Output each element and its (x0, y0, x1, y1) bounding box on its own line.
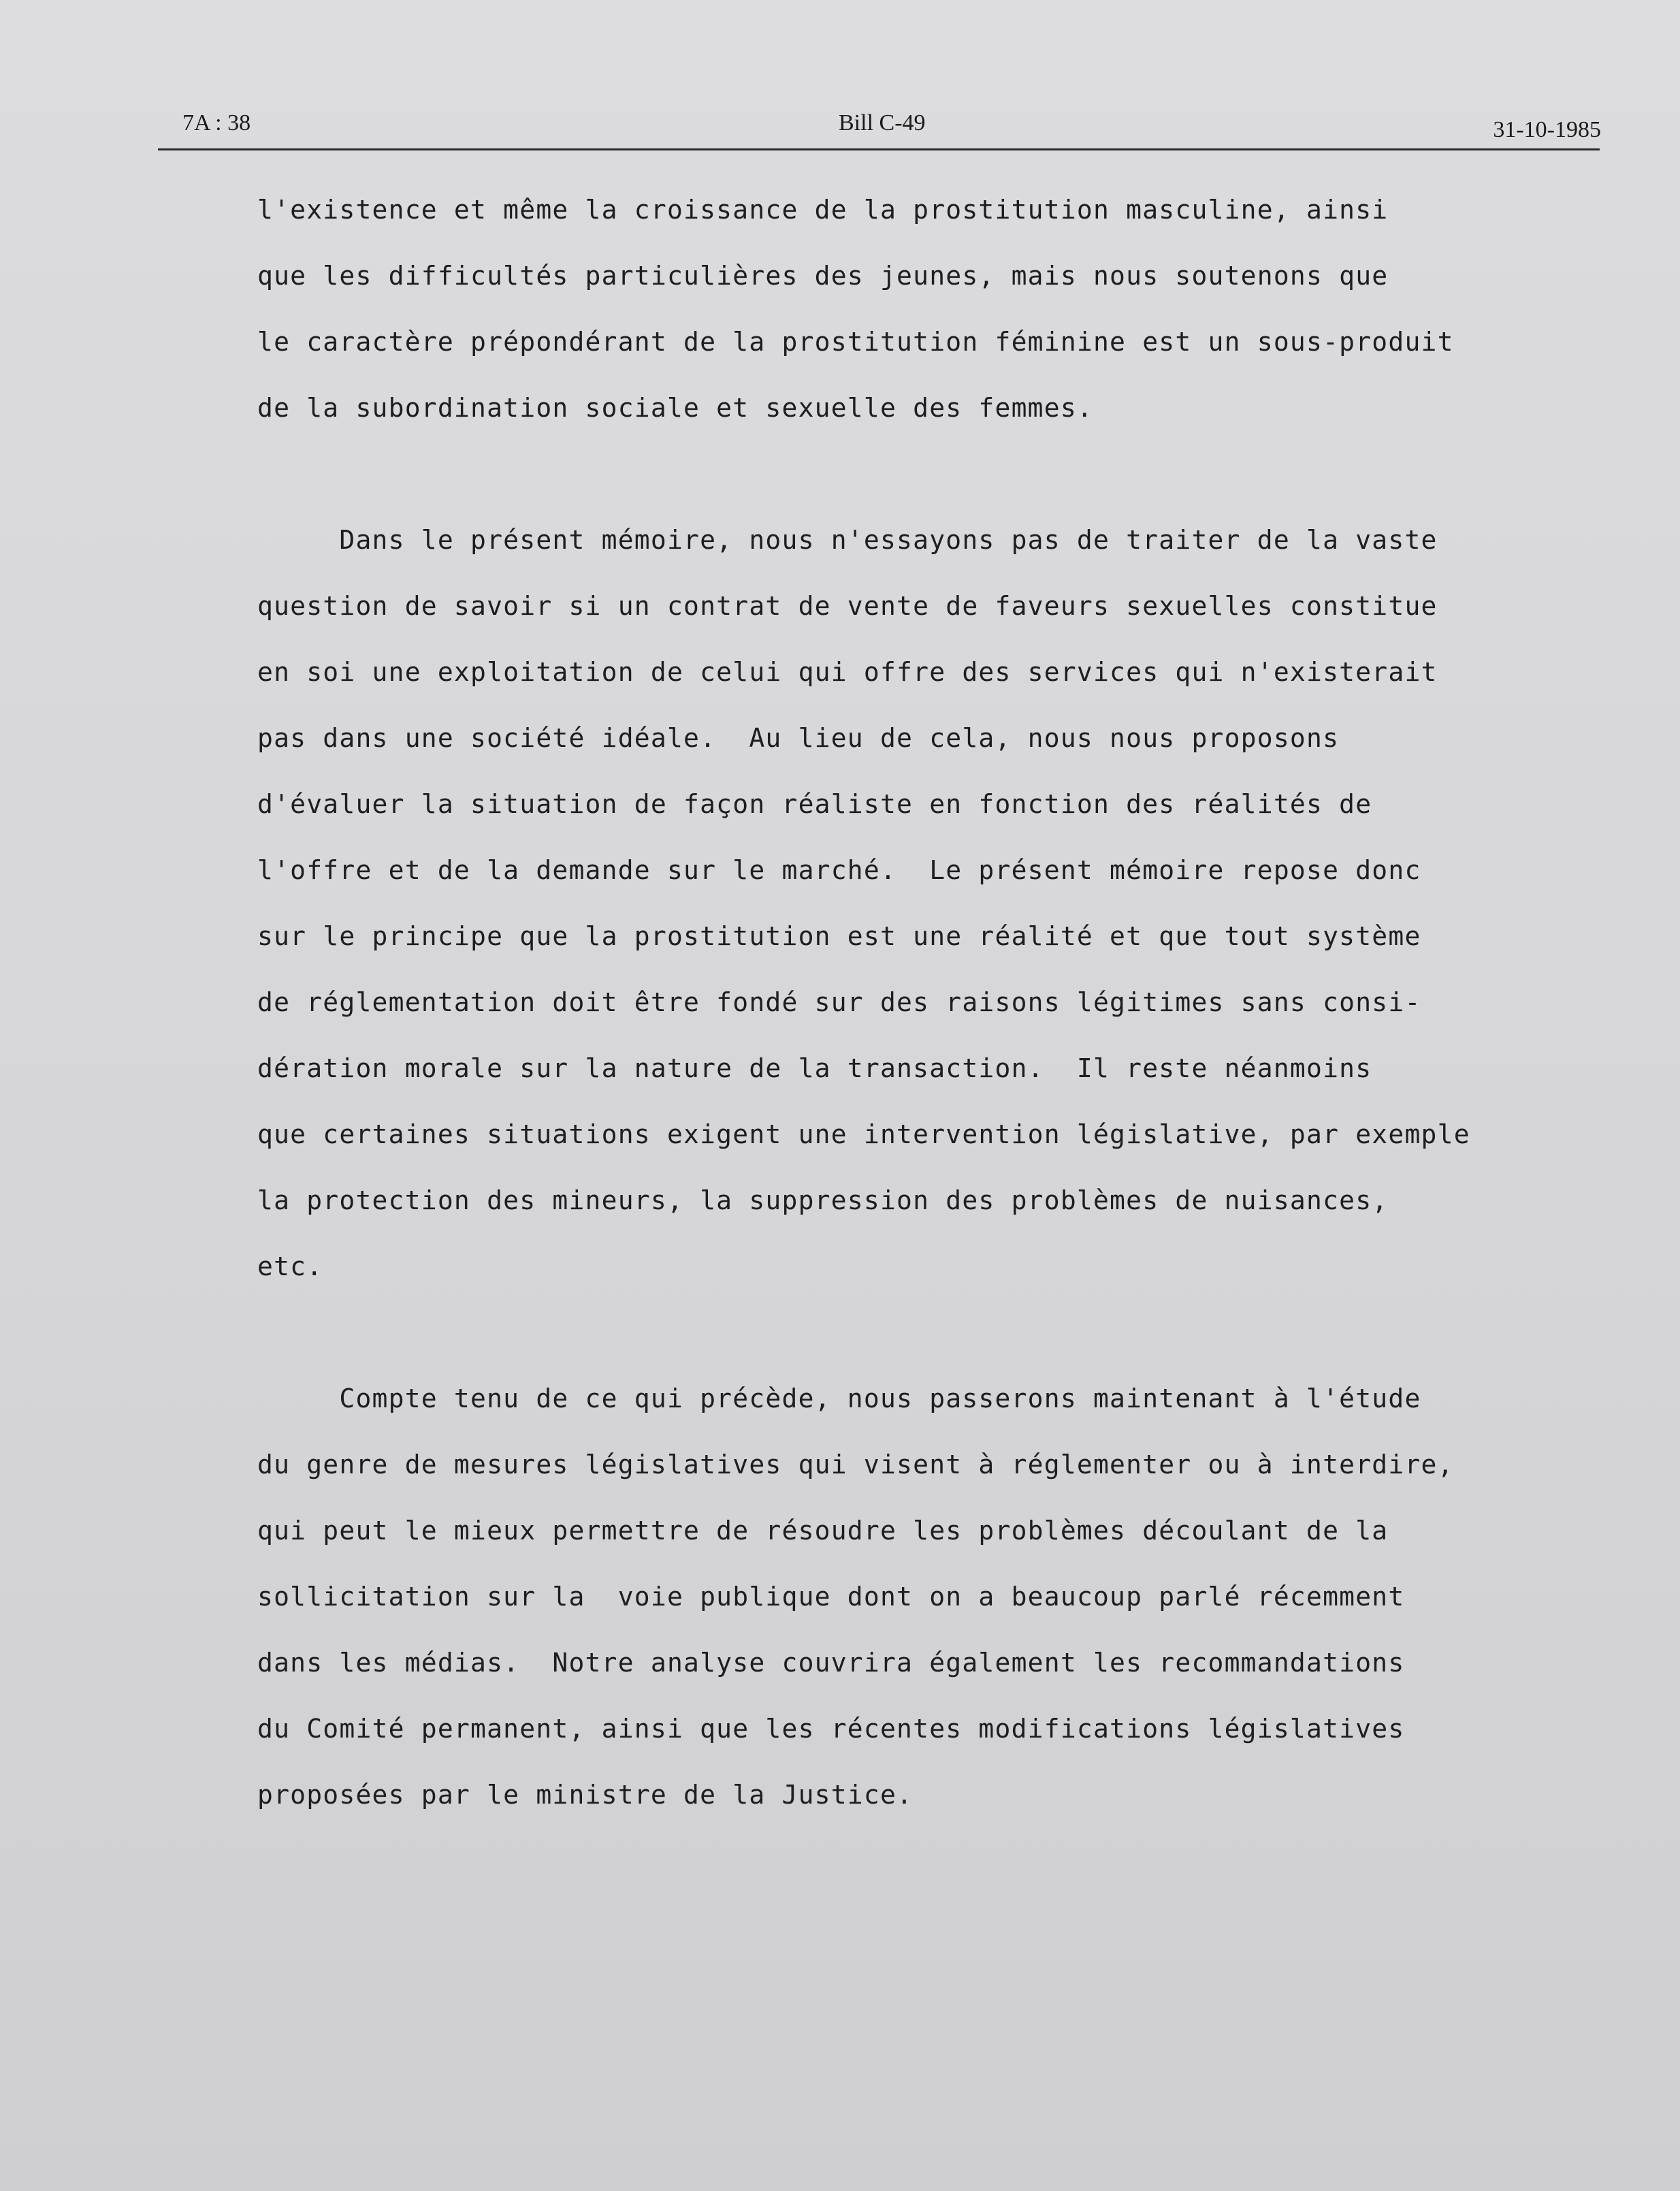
header-date: 31-10-1985 (1493, 117, 1601, 142)
paragraph-2 (257, 507, 1537, 1300)
page-number: 7A : 38 (182, 110, 251, 135)
text-line: que certaines situations exigent une intervention législative, par exemple (257, 1119, 1470, 1149)
text-line: Compte tenu de ce qui précède, nous passerons maintenant à l'étude (257, 1384, 1421, 1413)
text-line: du Comité permanent, ainsi que les récentes modifications législatives (257, 1714, 1405, 1744)
page-header (158, 103, 1601, 151)
text-line: le caractère prépondérant de la prostitution féminine est un sous-produit (257, 327, 1454, 357)
text-line: proposées par le ministre de la Justice. (257, 1780, 914, 1810)
text-line: sollicitation sur la voie publique dont on a beaucoup parlé récemment (257, 1582, 1405, 1612)
text-line: l'existence et même la croissance de la prostitution masculine, ainsi (257, 195, 1389, 225)
text-line: que les difficultés particulières des jeunes, mais nous soutenons que (257, 261, 1389, 291)
document-body (257, 177, 1537, 1828)
bill-title: Bill C-49 (839, 110, 926, 135)
text-line: question de savoir si un contrat de vente de faveurs sexuelles constitue (257, 591, 1438, 621)
text-line: etc. (257, 1251, 323, 1281)
text-line: la protection des mineurs, la suppression des problèmes de nuisances, (257, 1185, 1389, 1215)
paragraph-gap (257, 1300, 1537, 1366)
paragraph-3 (257, 1366, 1537, 1828)
text-line: dération morale sur la nature de la transaction. Il reste néanmoins (257, 1053, 1372, 1083)
text-line: sur le principe que la prostitution est une réalité et que tout système (257, 921, 1421, 951)
text-line: d'évaluer la situation de façon réaliste en fonction des réalités de (257, 789, 1372, 819)
text-line: de la subordination sociale et sexuelle des femmes. (257, 393, 1093, 423)
text-line: de réglementation doit être fondé sur des raisons légitimes sans consi- (257, 987, 1421, 1017)
paragraph-gap (257, 441, 1537, 507)
text-line: du genre de mesures législatives qui visent à réglementer ou à interdire, (257, 1450, 1454, 1480)
text-line: qui peut le mieux permettre de résoudre les problèmes découlant de la (257, 1516, 1389, 1546)
text-line: Dans le présent mémoire, nous n'essayons pas de traiter de la vaste (257, 525, 1438, 555)
text-line: dans les médias. Notre analyse couvrira également les recommandations (257, 1648, 1405, 1678)
text-line: en soi une exploitation de celui qui offre des services qui n'existerait (257, 657, 1438, 687)
text-line: l'offre et de la demande sur le marché. Le présent mémoire repose donc (257, 855, 1421, 885)
paragraph-1 (257, 177, 1537, 441)
header-rule (158, 148, 1600, 150)
text-line: pas dans une société idéale. Au lieu de cela, nous nous proposons (257, 723, 1340, 753)
